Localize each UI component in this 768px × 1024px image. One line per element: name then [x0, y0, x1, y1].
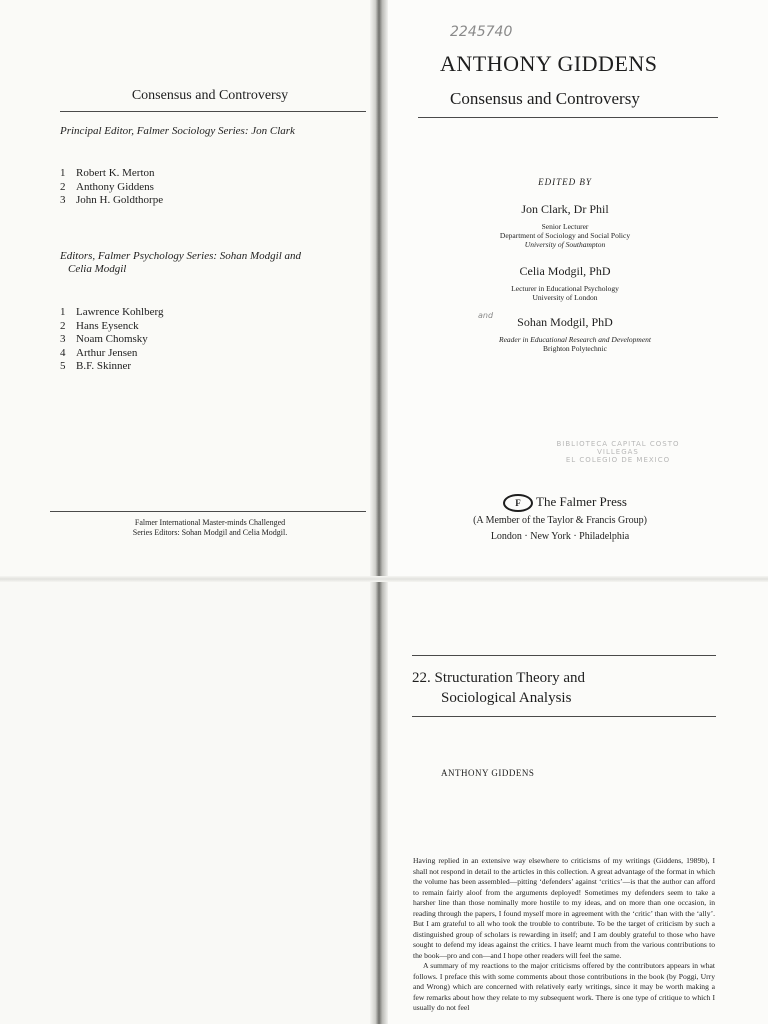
list-item: 2 Hans Eysenck — [60, 319, 139, 332]
chapter-top-rule — [412, 655, 716, 656]
and-label: and — [478, 311, 494, 320]
handwritten-number: 2245740 — [450, 24, 513, 40]
book-title: Consensus and Controversy — [450, 89, 640, 108]
editor-2-affiliation: Lecturer in Educational Psychology University of London — [511, 284, 619, 302]
edited-by: EDITED BY — [538, 177, 592, 187]
sociology-list — [60, 167, 310, 208]
list-item: 2 Anthony Giddens — [60, 180, 154, 193]
title-rule — [60, 111, 366, 112]
publisher: F The Falmer Press — [440, 494, 690, 512]
list-item: 4 Arthur Jensen — [60, 346, 138, 359]
paragraph: A summary of my reactions to the major criticisms offered by the contributors appears in what follows. I preface this with some comments about those contributions in the book (by Poggi, Urry and Wrong) which are concerned with relatively early writings, since it may be worth making a few remarks about how they relate to my subsequent work. There is one type of critique to which I usually do not feel — [413, 961, 715, 1012]
editor-1-affiliation: Senior Lecturer Department of Sociology and Social Policy University of Southampton — [499, 222, 631, 249]
chapter-body — [413, 856, 715, 1014]
chapter-bottom-rule — [412, 716, 716, 717]
publisher-cities: London · New York · Philadelphia — [490, 531, 630, 542]
page-fold — [0, 576, 768, 582]
publisher-member: (A Member of the Taylor & Francis Group) — [473, 515, 647, 526]
editor-3: Sohan Modgil, PhD — [517, 315, 613, 329]
falmer-press-logo: F — [503, 494, 533, 512]
library-stamp: BIBLIOTECA CAPITAL COSTO VILLEGAS EL COLEGIO DE MEXICO — [556, 440, 680, 464]
list-item: 1 Robert K. Merton — [60, 167, 155, 179]
principal-editor: Principal Editor, Falmer Sociology Series: Jon Clark — [60, 125, 295, 137]
psychology-editors: Editors, Falmer Psychology Series: Sohan Modgil and Celia Modgil — [60, 250, 302, 275]
editor-2: Celia Modgil, PhD — [519, 264, 611, 278]
series-title: Consensus and Controversy — [131, 88, 289, 103]
list-item: 3 Noam Chomsky — [60, 333, 148, 345]
list-item: 1 Lawrence Kohlberg — [60, 306, 164, 318]
title-rule — [418, 117, 718, 118]
psychology-list — [60, 306, 310, 374]
chapter-title: 22. Structuration Theory and Sociological Analysis — [412, 670, 586, 706]
editor-1: Jon Clark, Dr Phil — [521, 202, 609, 216]
page-series-list — [0, 0, 378, 580]
list-item: 5 B.F. Skinner — [60, 360, 132, 372]
series-rule — [50, 511, 366, 512]
list-item: 3 John H. Goldthorpe — [60, 194, 164, 206]
book-gutter — [370, 0, 388, 1024]
chapter-author: ANTHONY GIDDENS — [441, 768, 535, 778]
editor-3-affiliation: Reader in Educational Research and Development Brighton Polytechnic — [499, 335, 651, 353]
paragraph: Having replied in an extensive way elsewhere to criticisms of my writings (Giddens, 1989b), I shall not respond in detail to the articles in this collection. A great advantage of the format in which the volume has been assembled—pitting ‘defenders’ against ‘critics’—is that the author can afford to remain fairly aloof from the arguments deployed! Sometimes my defenders seem to take a harsher line than those nominally more hostile to my ideas, and on more than one occasion, in reading through the papers, I found myself more in agreement with the ‘critic’ than with the ‘ally’. But I am grateful to all who took the trouble to contribute. To be the target of criticism by such a distinguished group of scholars is rewarding in itself; and I am doubly grateful to those who have sought to defend my ideas against the critics. I have learnt much from the various contributions to the book—pro and con—and I hope other readers will feel the same. — [413, 856, 715, 960]
author-name: ANTHONY GIDDENS — [440, 51, 658, 76]
page-blank — [0, 580, 378, 1024]
series-info: Falmer International Master-minds Challenged Series Editors: Sohan Modgil and Celia Modgil. — [132, 518, 288, 537]
